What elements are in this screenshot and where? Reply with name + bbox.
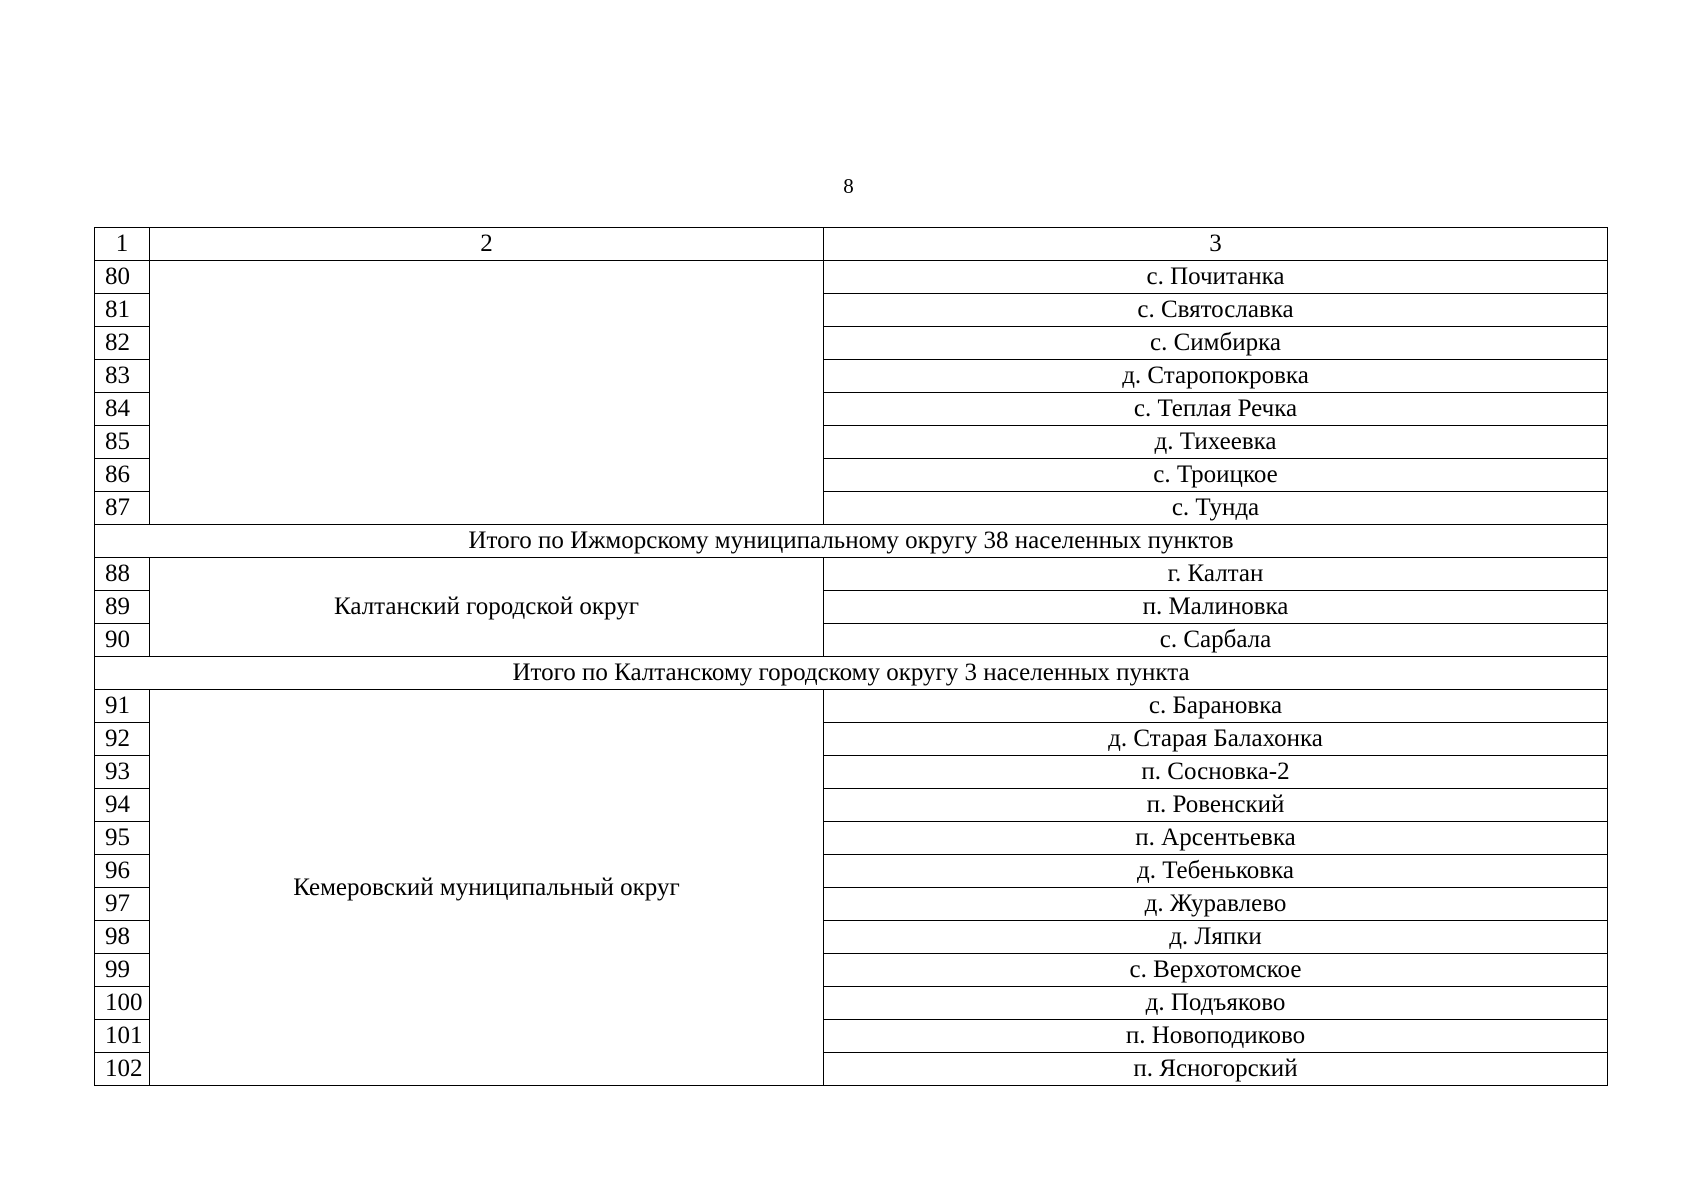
district-total: Итого по Ижморскому муниципальному округу 38 населенных пунктов	[95, 525, 1608, 558]
settlement-name: с. Сарбала	[824, 624, 1608, 657]
row-number: 81	[95, 294, 150, 327]
row-number: 100	[95, 987, 150, 1020]
settlement-name: д. Тебеньковка	[824, 855, 1608, 888]
settlement-name: с. Святославка	[824, 294, 1608, 327]
settlement-name: д. Старая Балахонка	[824, 723, 1608, 756]
row-number: 91	[95, 690, 150, 723]
row-number: 101	[95, 1020, 150, 1053]
row-number: 94	[95, 789, 150, 822]
row-number: 99	[95, 954, 150, 987]
header-cell-district: 2	[150, 228, 824, 261]
settlement-name: с. Симбирка	[824, 327, 1608, 360]
row-number: 90	[95, 624, 150, 657]
settlement-name: п. Малиновка	[824, 591, 1608, 624]
total-row	[95, 657, 1608, 690]
row-number: 98	[95, 921, 150, 954]
table-row	[95, 690, 1608, 723]
district-name	[150, 261, 824, 525]
row-number: 82	[95, 327, 150, 360]
table-row	[95, 558, 1608, 591]
total-row	[95, 525, 1608, 558]
header-cell-settlement: 3	[824, 228, 1608, 261]
row-number: 85	[95, 426, 150, 459]
row-number: 84	[95, 393, 150, 426]
settlement-name: с. Троицкое	[824, 459, 1608, 492]
settlement-name: д. Ляпки	[824, 921, 1608, 954]
district-name: Калтанский городской округ	[150, 558, 824, 657]
settlement-name: п. Ясногорский	[824, 1053, 1608, 1086]
settlement-name: п. Новоподиково	[824, 1020, 1608, 1053]
district-total: Итого по Калтанскому городскому округу 3 населенных пункта	[95, 657, 1608, 690]
settlement-name: д. Журавлево	[824, 888, 1608, 921]
row-number: 80	[95, 261, 150, 294]
settlement-name: с. Теплая Речка	[824, 393, 1608, 426]
settlement-name: с. Тунда	[824, 492, 1608, 525]
row-number: 93	[95, 756, 150, 789]
settlement-name: д. Тихеевка	[824, 426, 1608, 459]
row-number: 95	[95, 822, 150, 855]
settlements-table	[94, 227, 1608, 1086]
district-name: Кемеровский муниципальный округ	[150, 690, 824, 1086]
settlement-name: с. Барановка	[824, 690, 1608, 723]
settlement-name: п. Ровенский	[824, 789, 1608, 822]
row-number: 83	[95, 360, 150, 393]
settlement-name: с. Верхотомское	[824, 954, 1608, 987]
row-number: 92	[95, 723, 150, 756]
settlement-name: п. Арсентьевка	[824, 822, 1608, 855]
header-cell-number: 1	[95, 228, 150, 261]
table-body	[95, 228, 1608, 1086]
settlement-name: д. Старопокровка	[824, 360, 1608, 393]
row-number: 96	[95, 855, 150, 888]
page-number: 8	[843, 174, 854, 198]
row-number: 89	[95, 591, 150, 624]
settlement-name: д. Подъяково	[824, 987, 1608, 1020]
header-row	[95, 228, 1608, 261]
settlement-name: г. Калтан	[824, 558, 1608, 591]
row-number: 87	[95, 492, 150, 525]
row-number: 88	[95, 558, 150, 591]
table-row	[95, 261, 1608, 294]
settlement-name: п. Сосновка-2	[824, 756, 1608, 789]
row-number: 97	[95, 888, 150, 921]
settlement-name: с. Почитанка	[824, 261, 1608, 294]
row-number: 102	[95, 1053, 150, 1086]
row-number: 86	[95, 459, 150, 492]
